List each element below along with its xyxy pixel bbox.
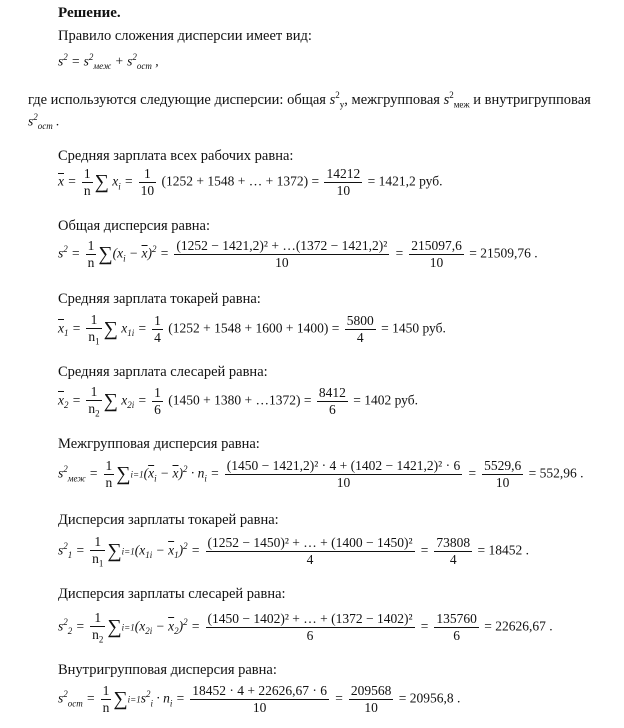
- formula-residual: $s^2_{ост}$ .: [28, 112, 60, 132]
- formula-rule: $s^2 = s^2_{меж} + s^2_{ост}$ ,: [58, 52, 159, 72]
- text-rule: Правило сложения дисперсии имеет вид:: [58, 28, 312, 44]
- formula-mean-all: $\overline{x}$ = $\frac{1}{n}$ ∑ $x_i$ = $\frac{1}{10}$ (1252 + 1548 + … + 1372) = $\frac{14212}{10}$ = 1421,2 руб.: [58, 166, 443, 198]
- formula-between-variance: $s^2_{меж}$ = $\frac{1}{n}$ $\sum i=1(\overline{x}_i - \overline{x})^2 \cdot n_i$ = $\frac{\text{(1450 − 1421,2)² · 4 + (1402 − 1421,2)² · 6}}{10}$ = $\frac{5529,6}{10}$ = 552,96 .: [58, 458, 584, 490]
- text-var-turners: Дисперсия зарплаты токарей равна:: [58, 512, 279, 528]
- formula-mean-turners: $\overline{x}_1$ = $\frac{1}{n_1}$ ∑ $x_{1i}$ = $\frac{1}{4}$ (1252 + 1548 + 1600 + 1400) = $\frac{5800}{4}$ = 1450 руб.: [58, 312, 446, 347]
- formula-var-fitters: $s^2_2$ = $\frac{1}{n_2}$ $\sum i=1(x_{2i} - \overline{x}_2)^2$ = $\frac{\text{(1450 − 1402)² + … + (1372 − 1402)²}}{6}$ = $\frac{135760}{6}$ = 22626,67 .: [58, 610, 553, 645]
- text-within-variance: Внутригрупповая дисперсия равна:: [58, 662, 277, 678]
- text-mean-turners: Средняя зарплата токарей равна:: [58, 291, 261, 307]
- formula-var-turners: $s^2_1$ = $\frac{1}{n_1}$ $\sum i=1(x_{1i} - \overline{x}_1)^2$ = $\frac{\text{(1252 − 1450)² + … + (1400 − 1450)²}}{4}$ = $\frac{73808}{4}$ = 18452 .: [58, 534, 530, 569]
- formula-within-variance: $s^2_{ост}$ = $\frac{1}{n}$ $\sum i=1s^2_i \cdot n_i$ = $\frac{18452 \cdot 4 + 22626,67 \cdot 6}{10}$ = $\frac{209568}{10}$ = 20956,8 .: [58, 683, 461, 715]
- text-mean-all: Средняя зарплата всех рабочих равна:: [58, 148, 294, 164]
- text-var-fitters: Дисперсия зарплаты слесарей равна:: [58, 586, 286, 602]
- formula-total-variance: $s^2$ = $\frac{1}{n}$ $\sum(x_i - \overline{x})^2$ = $\frac{\text{(1252 − 1421,2)² + …(1372 − 1421,2)²}}{10}$ = $\frac{215097,6}{10}$ = 21509,76 .: [58, 238, 538, 270]
- solution-heading: Решение.: [58, 5, 121, 21]
- formula-mean-fitters: $\overline{x}_2$ = $\frac{1}{n_2}$ ∑ $x_{2i}$ = $\frac{1}{6}$ (1450 + 1380 + …1372) = $\frac{8412}{6}$ = 1402 руб.: [58, 384, 419, 419]
- text-between-variance: Межгрупповая дисперсия равна:: [58, 436, 260, 452]
- text-total-variance: Общая дисперсия равна:: [58, 218, 211, 234]
- text-mean-fitters: Средняя зарплата слесарей равна:: [58, 364, 268, 380]
- text-dispersions: где используются следующие дисперсии: общая $s^2_y$, межгрупповая $s^2_{меж}$ и внутригрупповая: [28, 90, 591, 110]
